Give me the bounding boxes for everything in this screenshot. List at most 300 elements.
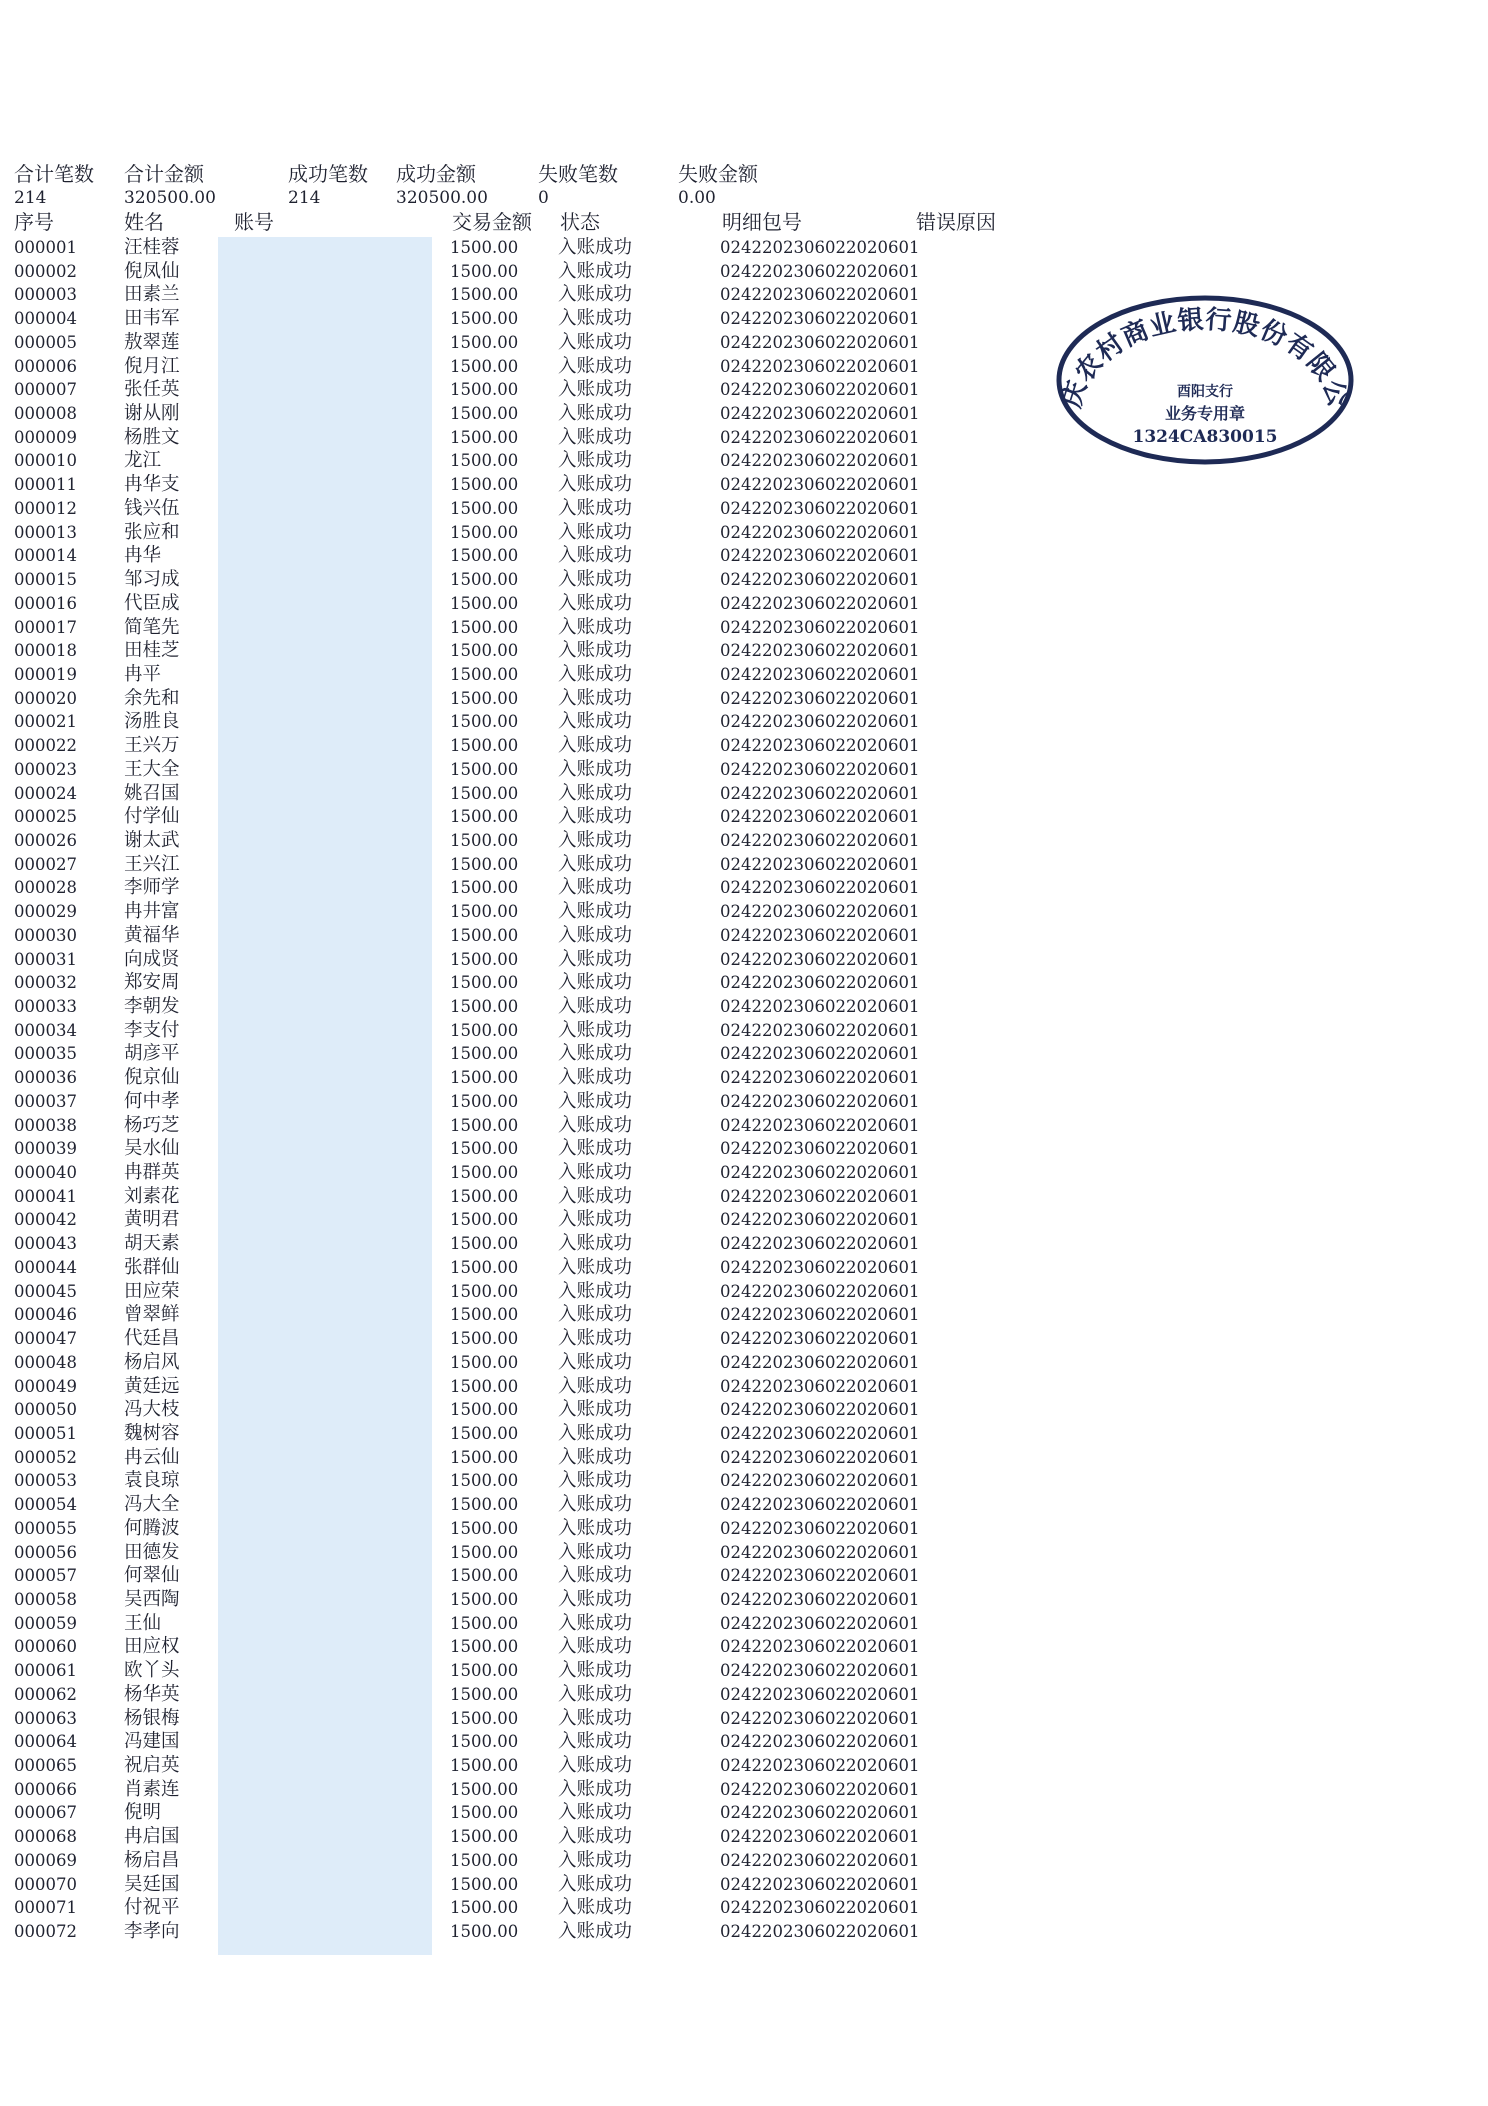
row-seq: 000001: [14, 238, 77, 257]
row-status: 入账成功: [558, 1446, 633, 1468]
row-batch: 0242202306022020601: [720, 1115, 920, 1135]
row-name: 李支付: [124, 1019, 180, 1041]
row-status: 入账成功: [558, 1470, 633, 1492]
row-amount: 1500.00: [450, 1898, 519, 1918]
row-amount: 1500.00: [450, 309, 519, 329]
row-batch: 0242202306022020601: [720, 925, 920, 945]
row-batch: 0242202306022020601: [720, 1163, 920, 1183]
table-row: [0, 1873, 1050, 1897]
row-status: 入账成功: [558, 829, 633, 851]
row-batch: 0242202306022020601: [720, 546, 920, 566]
table-row: [0, 924, 1050, 948]
table-row: [0, 1469, 1050, 1493]
seal-arc-text: 庆农村商业银行股份有限公: [1056, 304, 1354, 412]
row-seq: 000068: [14, 1827, 77, 1847]
row-seq: 000072: [14, 1922, 77, 1942]
row-batch: 0242202306022020601: [720, 1803, 920, 1823]
row-name: 代廷昌: [124, 1328, 180, 1350]
row-amount: 1500.00: [450, 925, 519, 945]
row-amount: 1500.00: [450, 356, 519, 376]
row-name: 郑安周: [124, 972, 180, 994]
row-name: 钱兴伍: [124, 497, 180, 519]
table-row: [0, 1659, 1050, 1683]
row-batch: 0242202306022020601: [720, 1542, 920, 1562]
row-name: 冉华: [124, 545, 162, 567]
row-batch: 0242202306022020601: [720, 498, 920, 518]
row-name: 黄福华: [124, 924, 180, 946]
row-status: 入账成功: [558, 1660, 633, 1682]
row-name: 付祝平: [124, 1897, 180, 1919]
row-batch: 0242202306022020601: [720, 949, 920, 969]
table-row: [0, 1398, 1050, 1422]
table-row: [0, 1161, 1050, 1185]
row-status: 入账成功: [558, 474, 633, 496]
row-seq: 000003: [14, 285, 77, 305]
row-seq: 000012: [14, 498, 77, 518]
table-row: [0, 1754, 1050, 1778]
row-batch: 0242202306022020601: [720, 1139, 920, 1159]
row-batch: 0242202306022020601: [720, 1068, 920, 1088]
row-status: 入账成功: [558, 782, 633, 804]
row-batch: 0242202306022020601: [720, 1305, 920, 1325]
row-batch: 0242202306022020601: [720, 783, 920, 803]
row-name: 吴廷国: [124, 1873, 180, 1895]
row-name: 冉平: [124, 663, 162, 685]
row-batch: 0242202306022020601: [720, 1091, 920, 1111]
table-row: [0, 1351, 1050, 1375]
row-amount: 1500.00: [450, 238, 519, 257]
row-name: 冯大全: [124, 1494, 180, 1516]
row-amount: 1500.00: [450, 1566, 519, 1586]
table-row: [0, 1446, 1050, 1470]
seal-purpose: 业务专用章: [1164, 404, 1246, 423]
row-batch: 0242202306022020601: [720, 1281, 920, 1301]
table-row: [0, 1801, 1050, 1825]
row-batch: 0242202306022020601: [720, 1044, 920, 1064]
row-amount: 1500.00: [450, 593, 519, 613]
row-status: 入账成功: [558, 284, 633, 306]
row-amount: 1500.00: [450, 1542, 519, 1562]
row-status: 入账成功: [558, 1494, 633, 1516]
row-seq: 000060: [14, 1637, 77, 1657]
row-seq: 000018: [14, 641, 77, 661]
row-name: 李朝发: [124, 996, 180, 1017]
table-row: [0, 1517, 1050, 1541]
row-status: 入账成功: [558, 1826, 633, 1848]
row-amount: 1500.00: [450, 1874, 519, 1894]
table-row: [0, 236, 1050, 260]
row-name: 向成贤: [124, 948, 180, 970]
row-batch: 0242202306022020601: [720, 356, 920, 376]
table-row: [0, 1635, 1050, 1659]
table-row: [0, 426, 1050, 450]
row-batch: 0242202306022020601: [720, 1732, 920, 1752]
row-seq: 000055: [14, 1518, 77, 1538]
row-name: 张群仙: [124, 1256, 180, 1278]
row-batch: 0242202306022020601: [720, 380, 920, 400]
row-status: 入账成功: [558, 1067, 633, 1089]
row-name: 李师学: [124, 877, 180, 899]
row-name: 祝启英: [124, 1755, 180, 1776]
row-amount: 1500.00: [450, 878, 519, 898]
row-seq: 000048: [14, 1352, 77, 1372]
row-name: 胡天素: [124, 1233, 180, 1255]
row-status: 入账成功: [558, 996, 633, 1017]
table-row: [0, 1683, 1050, 1707]
row-batch: 0242202306022020601: [720, 285, 920, 305]
row-amount: 1500.00: [450, 759, 519, 779]
row-name: 张应和: [124, 521, 180, 543]
row-status: 入账成功: [558, 592, 633, 614]
row-name: 黄廷远: [124, 1375, 180, 1397]
row-seq: 000005: [14, 332, 77, 352]
table-row: [0, 1564, 1050, 1588]
row-batch: 0242202306022020601: [720, 1708, 920, 1728]
row-amount: 1500.00: [450, 261, 519, 281]
row-amount: 1500.00: [450, 1115, 519, 1135]
row-status: 入账成功: [558, 1873, 633, 1895]
row-amount: 1500.00: [450, 641, 519, 661]
row-batch: 0242202306022020601: [720, 404, 920, 424]
row-name: 何中孝: [124, 1090, 180, 1112]
row-status: 入账成功: [558, 877, 633, 899]
table-row: [0, 378, 1050, 402]
row-amount: 1500.00: [450, 1471, 519, 1491]
row-batch: 0242202306022020601: [720, 902, 920, 922]
row-amount: 1500.00: [450, 522, 519, 542]
row-name: 冯建国: [124, 1731, 180, 1753]
row-batch: 0242202306022020601: [720, 475, 920, 495]
table-row: [0, 1612, 1050, 1636]
table-row: [0, 948, 1050, 972]
row-amount: 1500.00: [450, 1305, 519, 1325]
table-row: [0, 1541, 1050, 1565]
row-seq: 000021: [14, 712, 77, 732]
table-row: [0, 1778, 1050, 1802]
row-name: 黄明君: [124, 1209, 180, 1231]
row-seq: 000061: [14, 1661, 77, 1681]
table-row: [0, 663, 1050, 687]
row-name: 王仙: [124, 1612, 162, 1634]
table-row: [0, 592, 1050, 616]
row-seq: 000039: [14, 1139, 77, 1159]
row-name: 何腾波: [124, 1517, 180, 1539]
row-name: 杨华英: [124, 1683, 180, 1705]
table-row: [0, 1825, 1050, 1849]
row-seq: 000040: [14, 1163, 77, 1183]
row-amount: 1500.00: [450, 285, 519, 305]
seal-branch: 酉阳支行: [1177, 384, 1233, 400]
row-name: 田德发: [124, 1541, 180, 1563]
row-name: 冉云仙: [124, 1446, 180, 1468]
row-name: 冉启国: [124, 1826, 180, 1848]
row-batch: 0242202306022020601: [720, 759, 920, 779]
row-batch: 0242202306022020601: [720, 1447, 920, 1467]
row-amount: 1500.00: [450, 1637, 519, 1657]
row-amount: 1500.00: [450, 1020, 519, 1040]
row-seq: 000058: [14, 1589, 77, 1609]
row-seq: 000016: [14, 593, 77, 613]
row-seq: 000009: [14, 427, 77, 447]
column-header-seq: 序号: [14, 210, 54, 234]
row-seq: 000030: [14, 925, 77, 945]
row-amount: 1500.00: [450, 1518, 519, 1538]
row-name: 汪桂蓉: [124, 237, 180, 258]
row-status: 入账成功: [558, 237, 633, 258]
row-status: 入账成功: [558, 1138, 633, 1160]
table-row: [0, 307, 1050, 331]
row-amount: 1500.00: [450, 949, 519, 969]
row-batch: 0242202306022020601: [720, 593, 920, 613]
row-seq: 000067: [14, 1803, 77, 1823]
row-amount: 1500.00: [450, 664, 519, 684]
row-name: 田应权: [124, 1636, 180, 1658]
row-amount: 1500.00: [450, 1922, 519, 1942]
row-batch: 0242202306022020601: [720, 309, 920, 329]
table-row: [0, 402, 1050, 426]
row-seq: 000006: [14, 356, 77, 376]
row-amount: 1500.00: [450, 498, 519, 518]
row-seq: 000023: [14, 759, 77, 779]
row-batch: 0242202306022020601: [720, 997, 920, 1016]
row-amount: 1500.00: [450, 783, 519, 803]
table-row: [0, 1730, 1050, 1754]
row-batch: 0242202306022020601: [720, 238, 920, 257]
row-seq: 000046: [14, 1305, 77, 1325]
row-name: 倪月江: [124, 355, 180, 377]
row-amount: 1500.00: [450, 1850, 519, 1870]
row-status: 入账成功: [558, 1731, 633, 1753]
row-status: 入账成功: [558, 1707, 633, 1729]
column-header-error: 错误原因: [916, 210, 996, 234]
row-batch: 0242202306022020601: [720, 570, 920, 590]
row-name: 杨胜文: [124, 426, 180, 448]
table-row: [0, 1588, 1050, 1612]
row-amount: 1500.00: [450, 617, 519, 637]
row-seq: 000008: [14, 404, 77, 424]
row-seq: 000027: [14, 854, 77, 874]
row-name: 何翠仙: [124, 1565, 180, 1587]
table-row: [0, 1042, 1050, 1066]
row-name: 谢从刚: [124, 403, 180, 425]
row-seq: 000011: [14, 475, 77, 495]
table-row: [0, 616, 1050, 640]
row-batch: 0242202306022020601: [720, 1613, 920, 1633]
row-amount: 1500.00: [450, 1186, 519, 1206]
row-status: 入账成功: [558, 308, 633, 330]
row-amount: 1500.00: [450, 427, 519, 447]
row-name: 倪京仙: [124, 1067, 180, 1089]
row-batch: 0242202306022020601: [720, 1020, 920, 1040]
summary-value-success-amount: 320500.00: [396, 188, 488, 208]
row-batch: 0242202306022020601: [720, 1874, 920, 1894]
row-name: 冉群英: [124, 1162, 180, 1184]
row-amount: 1500.00: [450, 1044, 519, 1064]
row-amount: 1500.00: [450, 1779, 519, 1799]
row-amount: 1500.00: [450, 1732, 519, 1752]
row-batch: 0242202306022020601: [720, 1661, 920, 1681]
table-row: [0, 521, 1050, 545]
row-seq: 000022: [14, 736, 77, 756]
row-amount: 1500.00: [450, 1139, 519, 1159]
row-name: 代臣成: [124, 592, 180, 614]
row-status: 入账成功: [558, 1280, 633, 1302]
row-batch: 0242202306022020601: [720, 1257, 920, 1277]
row-status: 入账成功: [558, 1209, 633, 1231]
row-batch: 0242202306022020601: [720, 688, 920, 708]
row-name: 曾翠鲜: [124, 1304, 180, 1326]
row-batch: 0242202306022020601: [720, 712, 920, 732]
row-batch: 0242202306022020601: [720, 1756, 920, 1775]
table-row: [0, 995, 1050, 1019]
table-row: [0, 853, 1050, 877]
row-seq: 000010: [14, 451, 77, 471]
row-seq: 000033: [14, 997, 77, 1016]
row-seq: 000065: [14, 1756, 77, 1775]
row-status: 入账成功: [558, 1422, 633, 1444]
row-seq: 000069: [14, 1850, 77, 1870]
row-status: 入账成功: [558, 616, 633, 638]
row-name: 杨巧芝: [124, 1114, 180, 1136]
column-header-status: 状态: [560, 210, 600, 234]
row-batch: 0242202306022020601: [720, 451, 920, 471]
row-batch: 0242202306022020601: [720, 1779, 920, 1799]
column-header-batch: 明细包号: [722, 210, 802, 234]
column-header-amount: 交易金额: [452, 210, 532, 234]
row-amount: 1500.00: [450, 1210, 519, 1230]
row-batch: 0242202306022020601: [720, 1850, 920, 1870]
row-name: 杨银梅: [124, 1707, 180, 1729]
row-name: 姚召国: [124, 782, 180, 804]
row-name: 杨启昌: [124, 1849, 180, 1871]
row-batch: 0242202306022020601: [720, 1423, 920, 1443]
summary-value-success-count: 214: [288, 188, 321, 208]
row-status: 入账成功: [558, 1802, 633, 1824]
summary-value-total-amount: 320500.00: [124, 188, 216, 208]
row-seq: 000015: [14, 570, 77, 590]
row-status: 入账成功: [558, 1328, 633, 1350]
row-name: 倪明: [124, 1802, 162, 1824]
table-row: [0, 758, 1050, 782]
row-amount: 1500.00: [450, 1756, 519, 1775]
row-status: 入账成功: [558, 687, 633, 709]
row-seq: 000042: [14, 1210, 77, 1230]
summary-label-total-amount: 合计金额: [124, 162, 204, 186]
row-seq: 000063: [14, 1708, 77, 1728]
table-row: [0, 1422, 1050, 1446]
row-status: 入账成功: [558, 806, 633, 828]
summary-label-total-count: 合计笔数: [14, 162, 94, 186]
row-status: 入账成功: [558, 1114, 633, 1136]
row-batch: 0242202306022020601: [720, 1566, 920, 1586]
row-batch: 0242202306022020601: [720, 641, 920, 661]
row-name: 田桂芝: [124, 640, 180, 662]
table-row: [0, 900, 1050, 924]
row-amount: 1500.00: [450, 1613, 519, 1633]
row-amount: 1500.00: [450, 807, 519, 827]
row-name: 杨启风: [124, 1351, 180, 1373]
row-status: 入账成功: [558, 379, 633, 401]
row-amount: 1500.00: [450, 1447, 519, 1467]
row-status: 入账成功: [558, 1755, 633, 1776]
row-name: 欧丫头: [124, 1660, 180, 1682]
row-status: 入账成功: [558, 1897, 633, 1919]
row-batch: 0242202306022020601: [720, 830, 920, 850]
table-row: [0, 1707, 1050, 1731]
row-batch: 0242202306022020601: [720, 973, 920, 993]
row-name: 吴水仙: [124, 1138, 180, 1160]
row-seq: 000064: [14, 1732, 77, 1752]
row-batch: 0242202306022020601: [720, 1186, 920, 1206]
row-name: 胡彦平: [124, 1043, 180, 1065]
row-name: 王兴万: [124, 735, 180, 757]
row-seq: 000038: [14, 1115, 77, 1135]
table-row: [0, 260, 1050, 284]
row-seq: 000047: [14, 1329, 77, 1349]
row-seq: 000019: [14, 664, 77, 684]
row-amount: 1500.00: [450, 997, 519, 1016]
row-batch: 0242202306022020601: [720, 664, 920, 684]
table-row: [0, 1232, 1050, 1256]
row-status: 入账成功: [558, 1636, 633, 1658]
row-batch: 0242202306022020601: [720, 1898, 920, 1918]
row-seq: 000013: [14, 522, 77, 542]
row-status: 入账成功: [558, 1778, 633, 1800]
row-batch: 0242202306022020601: [720, 1495, 920, 1515]
table-row: [0, 1896, 1050, 1920]
column-header-name: 姓名: [124, 210, 164, 234]
row-status: 入账成功: [558, 901, 633, 923]
table-row: [0, 1019, 1050, 1043]
row-status: 入账成功: [558, 450, 633, 472]
row-batch: 0242202306022020601: [720, 427, 920, 447]
summary-label-fail-count: 失败笔数: [538, 162, 618, 186]
row-amount: 1500.00: [450, 404, 519, 424]
row-amount: 1500.00: [450, 1661, 519, 1681]
row-name: 刘素花: [124, 1185, 180, 1207]
row-amount: 1500.00: [450, 736, 519, 756]
seal-code: 1324CA830015: [1132, 427, 1278, 447]
table-row: [0, 331, 1050, 355]
row-status: 入账成功: [558, 735, 633, 757]
row-name: 谢太武: [124, 829, 180, 851]
row-status: 入账成功: [558, 426, 633, 448]
row-amount: 1500.00: [450, 1329, 519, 1349]
row-seq: 000049: [14, 1376, 77, 1396]
row-amount: 1500.00: [450, 1827, 519, 1847]
row-seq: 000024: [14, 783, 77, 803]
row-seq: 000059: [14, 1613, 77, 1633]
row-batch: 0242202306022020601: [720, 261, 920, 281]
row-amount: 1500.00: [450, 1091, 519, 1111]
table-row: [0, 1114, 1050, 1138]
row-amount: 1500.00: [450, 1257, 519, 1277]
row-name: 肖素连: [124, 1778, 180, 1800]
table-row: [0, 1493, 1050, 1517]
row-amount: 1500.00: [450, 1708, 519, 1728]
table-row: [0, 1208, 1050, 1232]
bank-seal: [1052, 287, 1358, 465]
row-status: 入账成功: [558, 497, 633, 519]
row-seq: 000054: [14, 1495, 77, 1515]
row-batch: 0242202306022020601: [720, 807, 920, 827]
row-batch: 0242202306022020601: [720, 1471, 920, 1491]
table-row: [0, 1327, 1050, 1351]
table-row: [0, 687, 1050, 711]
row-status: 入账成功: [558, 711, 633, 733]
row-seq: 000032: [14, 973, 77, 993]
row-name: 田韦军: [124, 308, 180, 330]
